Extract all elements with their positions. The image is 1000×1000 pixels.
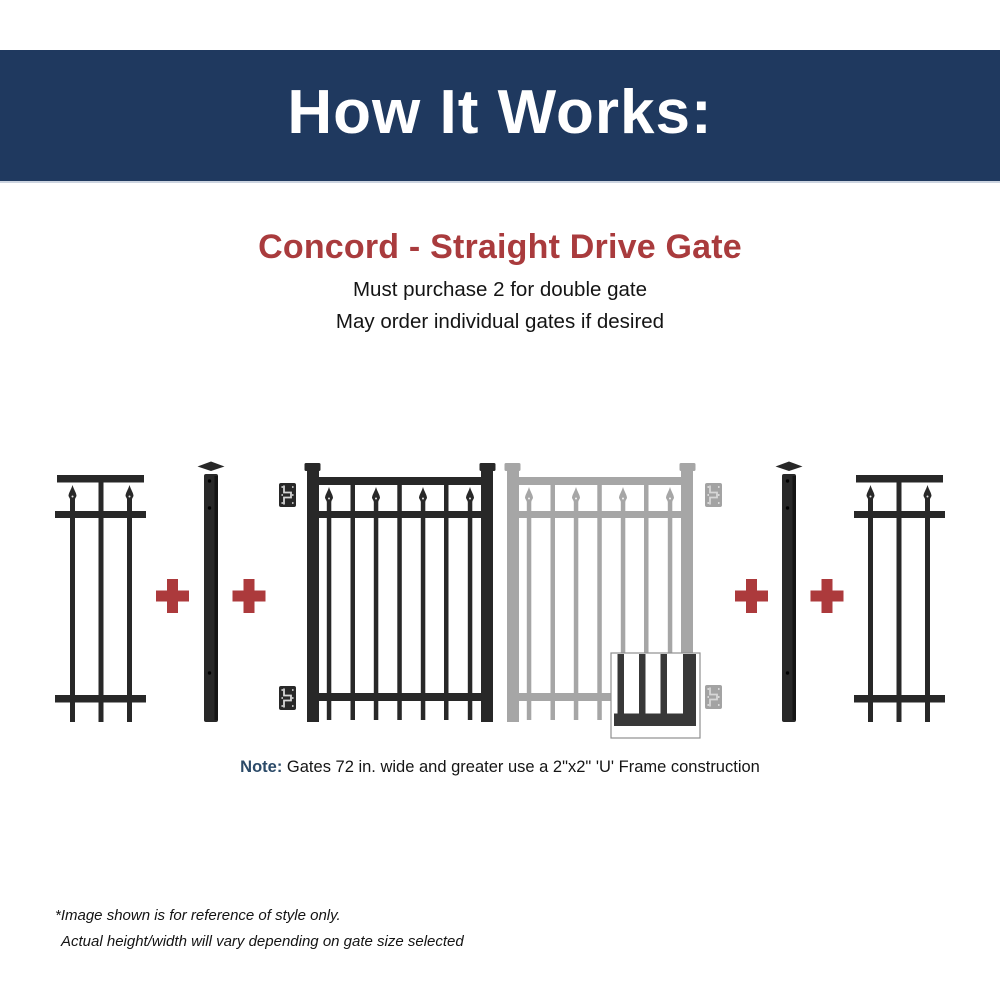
hinge-icon-gray-top <box>705 483 722 507</box>
note-text: Gates 72 in. wide and greater use a 2"x2" 'U' Frame construction <box>286 758 760 776</box>
disclaimer <box>55 903 464 955</box>
fence-panel-left <box>55 475 146 722</box>
disclaimer-line2: Actual height/width will vary depending on gate size selected <box>61 933 464 950</box>
disclaimer-line1: *Image shown is for reference of style only. <box>55 907 341 924</box>
purchase-note-line1: Must purchase 2 for double gate <box>352 278 648 301</box>
header-band <box>0 50 1000 183</box>
page-title: How It Works: <box>287 77 713 147</box>
plus-icon-3 <box>735 579 768 613</box>
fence-panel-right <box>854 475 945 722</box>
hinge-icon-black-top <box>279 483 296 507</box>
u-frame-inset <box>611 653 700 738</box>
plus-icon-1 <box>156 579 189 613</box>
plus-icon-2 <box>233 579 266 613</box>
purchase-note-line2: May order individual gates if desired <box>335 310 665 333</box>
assembly-diagram <box>0 450 1000 750</box>
u-frame-note <box>0 758 1000 777</box>
gate-panel-black <box>305 463 496 722</box>
product-name: Concord - Straight Drive Gate <box>258 228 742 266</box>
plus-icon-4 <box>811 579 844 613</box>
note-label: Note: <box>240 758 283 776</box>
hinge-icon-gray-bottom <box>705 685 722 709</box>
purchase-notes <box>0 274 1000 338</box>
post-left <box>198 462 225 723</box>
hinge-icon-black-bottom <box>279 686 296 710</box>
post-right <box>776 462 803 723</box>
